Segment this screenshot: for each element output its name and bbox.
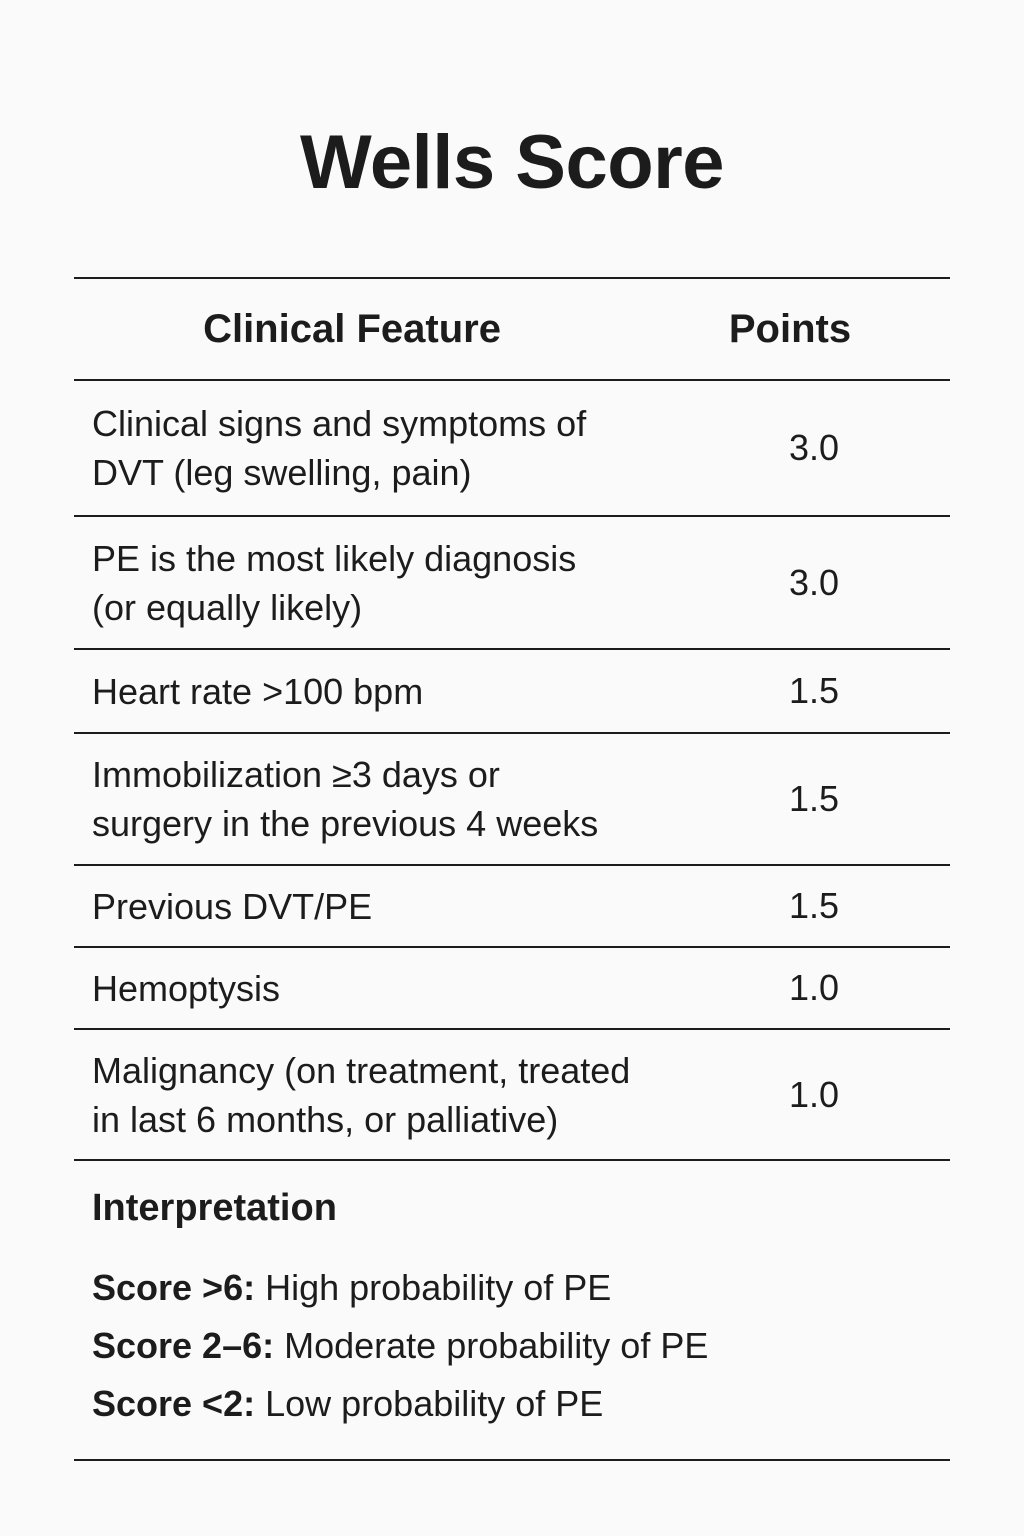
row-feature-label	[74, 1046, 698, 1144]
row-points-value: 1.0	[788, 967, 840, 1008]
row-feature-line: Heart rate >100 bpm	[92, 670, 424, 712]
page-title: Wells Score	[300, 120, 724, 205]
table-row	[74, 1030, 950, 1161]
row-feature-line: (or equally likely)	[92, 586, 363, 628]
row-points-value: 1.5	[788, 670, 840, 711]
interpretation-label: Score >6:	[92, 1267, 256, 1308]
interpretation-label: Score <2:	[92, 1383, 256, 1424]
row-points-value: 3.0	[788, 427, 840, 468]
row-feature-line: Clinical signs and symptoms of	[92, 403, 587, 444]
column-header-points: Points	[728, 306, 852, 351]
row-points-value: 1.0	[788, 1073, 840, 1115]
row-feature-line: Previous DVT/PE	[92, 885, 373, 927]
table-row	[74, 381, 950, 517]
interpretation-label: Score 2–6:	[92, 1325, 275, 1366]
interpretation-section	[74, 1161, 950, 1461]
row-points-value: 3.0	[788, 561, 840, 603]
table-row	[74, 948, 950, 1030]
interpretation-item-high	[92, 1259, 950, 1317]
wells-score-table	[74, 277, 950, 1461]
row-points-value: 1.5	[788, 885, 840, 926]
row-feature-line: Immobilization ≥3 days or	[92, 754, 500, 795]
column-header-clinical-feature: Clinical Feature	[203, 306, 501, 351]
table-row	[74, 650, 950, 734]
row-feature-label	[74, 882, 698, 931]
row-feature-label	[74, 399, 698, 497]
interpretation-heading: Interpretation	[92, 1187, 337, 1229]
row-feature-line: Hemoptysis	[92, 967, 281, 1009]
row-feature-line: in last 6 months, or palliative)	[92, 1098, 559, 1140]
interpretation-text: Low probability of PE	[255, 1383, 604, 1424]
interpretation-text: Moderate probability of PE	[274, 1325, 709, 1366]
table-row	[74, 866, 950, 948]
row-feature-label	[74, 750, 698, 848]
table-header	[74, 279, 950, 381]
row-feature-label	[74, 534, 698, 632]
row-feature-line: DVT (leg swelling, pain)	[92, 452, 472, 493]
table-row	[74, 734, 950, 866]
interpretation-item-moderate	[92, 1317, 950, 1375]
row-feature-line: surgery in the previous 4 weeks	[92, 803, 599, 844]
interpretation-text: High probability of PE	[255, 1267, 612, 1308]
table-row	[74, 517, 950, 650]
row-points-value: 1.5	[788, 778, 840, 819]
row-feature-label	[74, 964, 698, 1013]
row-feature-line: PE is the most likely diagnosis	[92, 537, 577, 579]
interpretation-item-low	[92, 1375, 950, 1433]
row-feature-label	[74, 667, 698, 716]
row-feature-line: Malignancy (on treatment, treated	[92, 1049, 631, 1091]
